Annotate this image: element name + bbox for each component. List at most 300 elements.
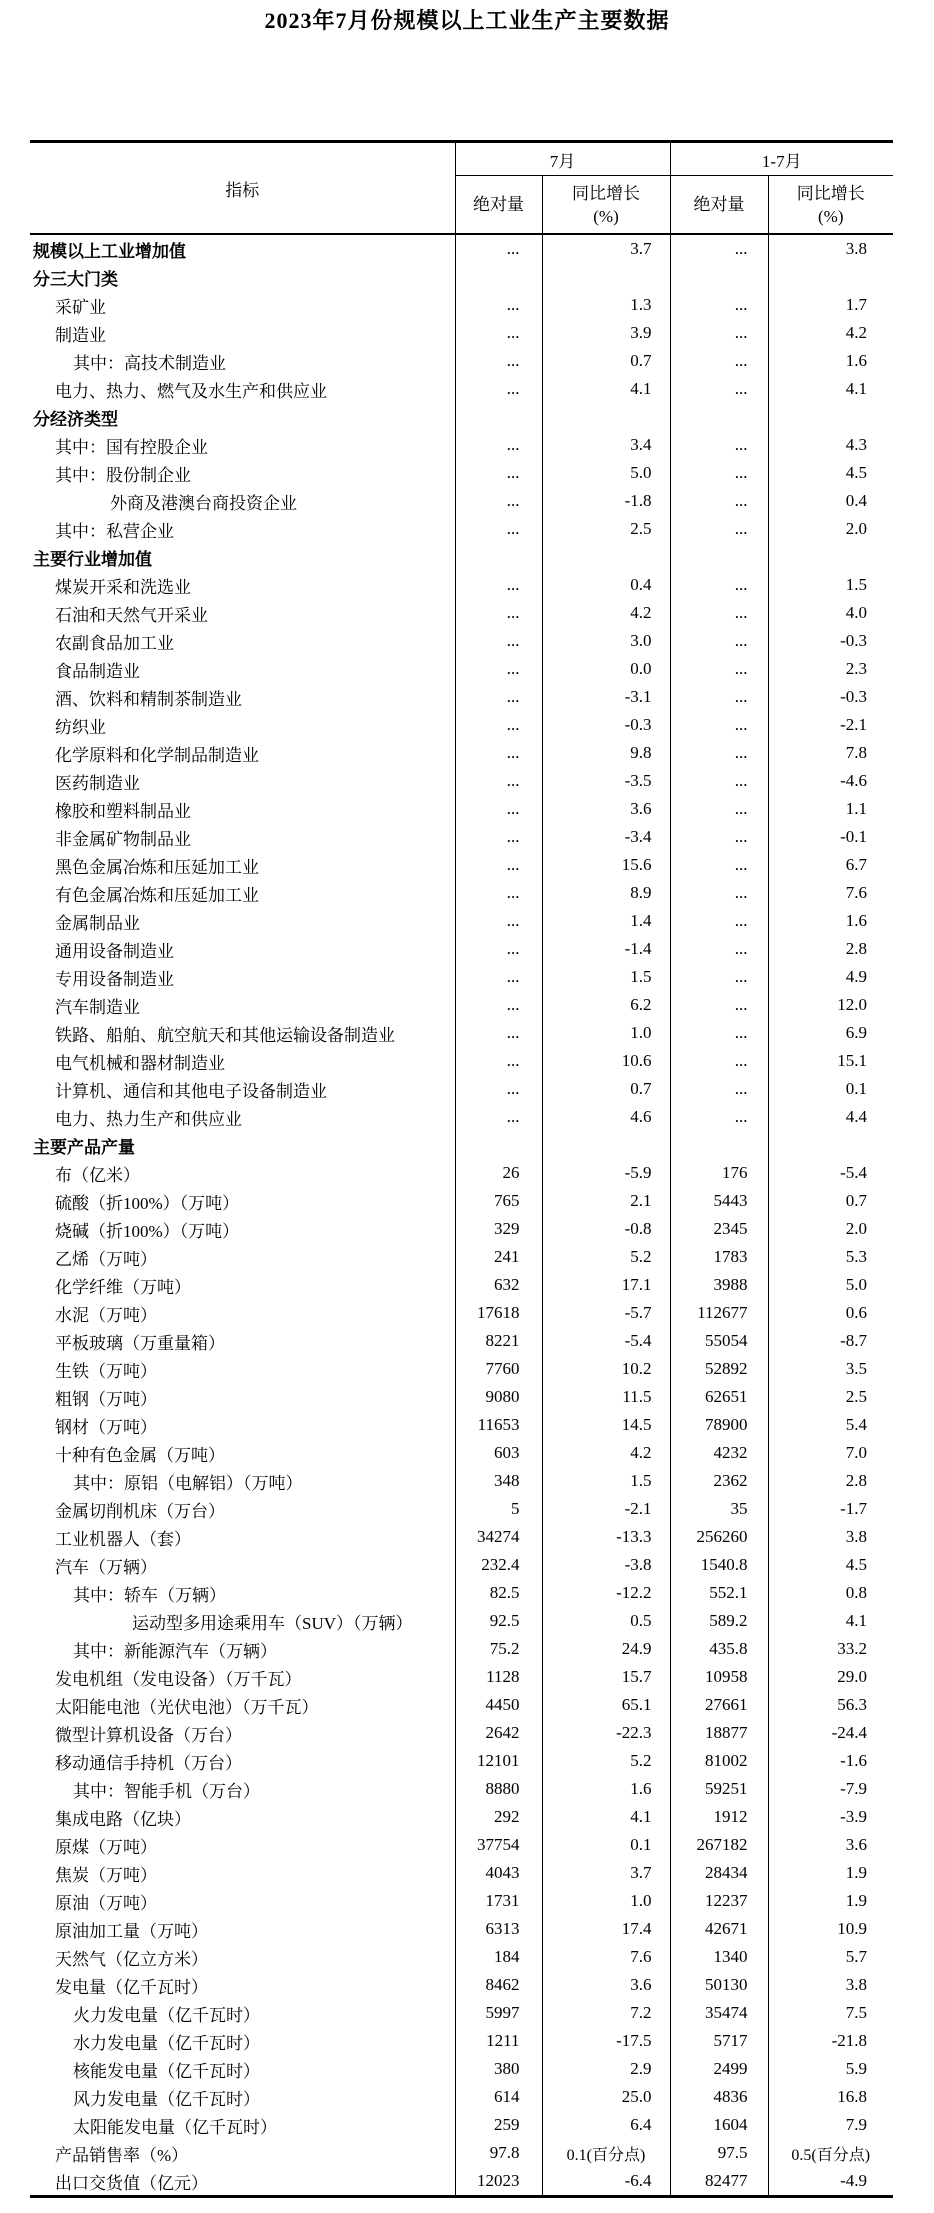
- cumulative-yoy-cell: 1.9: [768, 1859, 893, 1887]
- cumulative-yoy-cell: 10.9: [768, 1915, 893, 1943]
- cumulative-yoy-cell: 4.0: [768, 599, 893, 627]
- july-yoy-cell: 0.7: [542, 347, 670, 375]
- cumulative-absolute-cell: 97.5: [670, 2139, 768, 2167]
- july-yoy-cell: 24.9: [542, 1635, 670, 1663]
- table-row: [30, 1299, 893, 1327]
- cumulative-absolute-cell: ...: [670, 711, 768, 739]
- table-row: [30, 319, 893, 347]
- july-yoy-cell: 2.1: [542, 1187, 670, 1215]
- cumulative-yoy-cell: 0.1: [768, 1075, 893, 1103]
- indicator-cell: 电气机械和器材制造业: [55, 1053, 225, 1073]
- indicator-cell: 原油加工量（万吨）: [55, 1921, 208, 1941]
- july-yoy-cell: 9.8: [542, 739, 670, 767]
- indicator-cell: 黑色金属冶炼和压延加工业: [55, 857, 259, 877]
- indicator-cell: 专用设备制造业: [55, 969, 174, 989]
- table-row: [30, 1327, 893, 1355]
- cumulative-absolute-cell: ...: [670, 291, 768, 319]
- july-absolute-cell: ...: [455, 1019, 542, 1047]
- july-absolute-cell: ...: [455, 571, 542, 599]
- table-row: [30, 1467, 893, 1495]
- july-absolute-cell: 37754: [455, 1831, 542, 1859]
- july-yoy-cell: 3.7: [542, 234, 670, 263]
- indicator-cell: 原油（万吨）: [55, 1893, 157, 1913]
- table-row: [30, 2111, 893, 2139]
- cumulative-absolute-header: 绝对量: [670, 176, 768, 235]
- july-absolute-cell: ...: [455, 935, 542, 963]
- cumulative-yoy-cell: 7.8: [768, 739, 893, 767]
- indicator-cell: 食品制造业: [55, 661, 140, 681]
- july-absolute-cell: ...: [455, 291, 542, 319]
- table-row: [30, 1943, 893, 1971]
- cumulative-yoy-cell: 2.3: [768, 655, 893, 683]
- cumulative-yoy-cell: 7.9: [768, 2111, 893, 2139]
- cumulative-absolute-cell: 35: [670, 1495, 768, 1523]
- july-yoy-cell: [542, 403, 670, 431]
- july-yoy-cell: -6.4: [542, 2167, 670, 2197]
- july-absolute-cell: 75.2: [455, 1635, 542, 1663]
- table-row: [30, 2055, 893, 2083]
- table-row: [30, 1663, 893, 1691]
- cumulative-yoy-cell: 6.9: [768, 1019, 893, 1047]
- page: [0, 8, 934, 2198]
- july-yoy-cell: -0.3: [542, 711, 670, 739]
- july-yoy-cell: [542, 1131, 670, 1159]
- table-row: [30, 347, 893, 375]
- july-yoy-cell: 10.2: [542, 1355, 670, 1383]
- indicator-cell: 电力、热力生产和供应业: [55, 1109, 242, 1129]
- cumulative-absolute-cell: 50130: [670, 1971, 768, 1999]
- table-row: [30, 1187, 893, 1215]
- july-yoy-cell: -13.3: [542, 1523, 670, 1551]
- july-absolute-cell: 614: [455, 2083, 542, 2111]
- table-row: [30, 291, 893, 319]
- table-row: [30, 1551, 893, 1579]
- july-yoy-cell: 10.6: [542, 1047, 670, 1075]
- table-row: [30, 1215, 893, 1243]
- cumulative-absolute-cell: ...: [670, 935, 768, 963]
- july-absolute-cell: 380: [455, 2055, 542, 2083]
- table-row: [30, 879, 893, 907]
- july-absolute-cell: 259: [455, 2111, 542, 2139]
- indicator-cell: 其中：新能源汽车（万辆）: [73, 1641, 277, 1661]
- cumulative-absolute-cell: 1912: [670, 1803, 768, 1831]
- july-yoy-cell: 6.2: [542, 991, 670, 1019]
- cumulative-absolute-cell: 2345: [670, 1215, 768, 1243]
- cumulative-absolute-cell: 1540.8: [670, 1551, 768, 1579]
- indicator-cell: 其中：国有控股企业: [55, 437, 208, 457]
- cumulative-yoy-cell: [768, 543, 893, 571]
- cumulative-yoy-cell: 4.3: [768, 431, 893, 459]
- july-yoy-cell: -1.8: [542, 487, 670, 515]
- july-absolute-cell: 4043: [455, 1859, 542, 1887]
- cumulative-absolute-cell: ...: [670, 1019, 768, 1047]
- july-yoy-cell: 1.5: [542, 1467, 670, 1495]
- cumulative-absolute-cell: 267182: [670, 1831, 768, 1859]
- july-yoy-cell: 6.4: [542, 2111, 670, 2139]
- table-row: [30, 1831, 893, 1859]
- indicator-cell: 酒、饮料和精制茶制造业: [55, 689, 242, 709]
- july-absolute-cell: ...: [455, 991, 542, 1019]
- july-yoy-cell: 17.4: [542, 1915, 670, 1943]
- indicator-cell: 出口交货值（亿元）: [55, 2173, 208, 2193]
- cumulative-yoy-cell: -7.9: [768, 1775, 893, 1803]
- table-row: [30, 234, 893, 263]
- indicator-cell: 纺织业: [55, 717, 106, 737]
- table-row: [30, 1747, 893, 1775]
- july-column-group-header: 7月: [455, 142, 670, 176]
- table-row: [30, 1971, 893, 1999]
- july-absolute-cell: 232.4: [455, 1551, 542, 1579]
- cumulative-yoy-cell: 4.1: [768, 1607, 893, 1635]
- indicator-cell: 水力发电量（亿千瓦时）: [73, 2033, 260, 2053]
- july-absolute-cell: 292: [455, 1803, 542, 1831]
- july-absolute-cell: ...: [455, 851, 542, 879]
- july-yoy-cell: -3.4: [542, 823, 670, 851]
- indicator-cell: 采矿业: [55, 297, 106, 317]
- july-absolute-cell: 1731: [455, 1887, 542, 1915]
- cumulative-yoy-cell: 4.2: [768, 319, 893, 347]
- table-row: [30, 1803, 893, 1831]
- july-absolute-cell: 7760: [455, 1355, 542, 1383]
- cumulative-absolute-cell: ...: [670, 907, 768, 935]
- table-row: [30, 907, 893, 935]
- cumulative-absolute-cell: 1340: [670, 1943, 768, 1971]
- july-absolute-cell: 12101: [455, 1747, 542, 1775]
- july-absolute-cell: 9080: [455, 1383, 542, 1411]
- table-row: [30, 1411, 893, 1439]
- cumulative-absolute-cell: [670, 543, 768, 571]
- cumulative-absolute-cell: ...: [670, 767, 768, 795]
- july-absolute-cell: ...: [455, 459, 542, 487]
- july-absolute-cell: 348: [455, 1467, 542, 1495]
- cumulative-yoy-cell: -4.9: [768, 2167, 893, 2197]
- july-yoy-cell: -5.7: [542, 1299, 670, 1327]
- cumulative-absolute-cell: ...: [670, 234, 768, 263]
- cumulative-absolute-cell: [670, 1131, 768, 1159]
- table-row: [30, 2167, 893, 2197]
- indicator-cell: 汽车（万辆）: [55, 1557, 157, 1577]
- indicator-cell: 核能发电量（亿千瓦时）: [73, 2061, 260, 2081]
- cumulative-absolute-cell: ...: [670, 963, 768, 991]
- table-header: [30, 142, 893, 235]
- cumulative-absolute-cell: ...: [670, 683, 768, 711]
- table-row: [30, 1719, 893, 1747]
- table-row: [30, 2083, 893, 2111]
- indicator-cell: 金属切削机床（万台）: [55, 1501, 225, 1521]
- table-body: [30, 234, 893, 2197]
- july-absolute-cell: ...: [455, 1047, 542, 1075]
- july-yoy-cell: 4.2: [542, 1439, 670, 1467]
- cumulative-absolute-cell: 552.1: [670, 1579, 768, 1607]
- indicator-cell: 乙烯（万吨）: [55, 1249, 157, 1269]
- july-absolute-cell: 5: [455, 1495, 542, 1523]
- july-yoy-cell: -5.9: [542, 1159, 670, 1187]
- july-absolute-cell: 241: [455, 1243, 542, 1271]
- cumulative-absolute-cell: ...: [670, 851, 768, 879]
- july-yoy-cell: 3.0: [542, 627, 670, 655]
- july-yoy-cell: 1.0: [542, 1887, 670, 1915]
- table-row: [30, 1887, 893, 1915]
- jan-to-jul-column-group-header: 1-7月: [670, 142, 893, 176]
- table-row: [30, 263, 893, 291]
- july-yoy-cell: 3.6: [542, 795, 670, 823]
- july-yoy-cell: 1.5: [542, 963, 670, 991]
- cumulative-yoy-cell: -3.9: [768, 1803, 893, 1831]
- july-absolute-cell: ...: [455, 627, 542, 655]
- header-period-row: [30, 142, 893, 176]
- indicator-cell: 非金属矿物制品业: [55, 829, 191, 849]
- cumulative-absolute-cell: 18877: [670, 1719, 768, 1747]
- july-yoy-cell: 65.1: [542, 1691, 670, 1719]
- cumulative-yoy-cell: -21.8: [768, 2027, 893, 2055]
- table-row: [30, 459, 893, 487]
- cumulative-yoy-cell: 2.0: [768, 1215, 893, 1243]
- table-row: [30, 795, 893, 823]
- july-absolute-cell: ...: [455, 739, 542, 767]
- cumulative-absolute-cell: 59251: [670, 1775, 768, 1803]
- indicator-cell: 其中：轿车（万辆）: [73, 1585, 226, 1605]
- july-absolute-cell: 8462: [455, 1971, 542, 1999]
- cumulative-absolute-cell: 1604: [670, 2111, 768, 2139]
- july-absolute-cell: 603: [455, 1439, 542, 1467]
- indicator-cell: 其中：股份制企业: [55, 465, 191, 485]
- indicator-cell: 制造业: [55, 325, 106, 345]
- cumulative-yoy-cell: 7.6: [768, 879, 893, 907]
- july-absolute-cell: ...: [455, 655, 542, 683]
- cumulative-absolute-cell: ...: [670, 627, 768, 655]
- cumulative-yoy-cell: -2.1: [768, 711, 893, 739]
- cumulative-absolute-cell: ...: [670, 1075, 768, 1103]
- cumulative-yoy-cell: 0.4: [768, 487, 893, 515]
- indicator-cell: 石油和天然气开采业: [55, 605, 208, 625]
- cumulative-absolute-cell: ...: [670, 655, 768, 683]
- cumulative-absolute-cell: 4232: [670, 1439, 768, 1467]
- cumulative-yoy-cell: 5.4: [768, 1411, 893, 1439]
- indicator-cell: 生铁（万吨）: [55, 1361, 157, 1381]
- july-yoy-cell: 7.2: [542, 1999, 670, 2027]
- table-row: [30, 1075, 893, 1103]
- indicator-cell: 农副食品加工业: [55, 633, 174, 653]
- july-yoy-cell: [542, 543, 670, 571]
- yoy-unit-label: (%): [593, 206, 619, 226]
- july-absolute-cell: ...: [455, 1075, 542, 1103]
- table-row: [30, 403, 893, 431]
- indicator-cell: 煤炭开采和洗选业: [55, 577, 191, 597]
- cumulative-yoy-cell: -0.3: [768, 683, 893, 711]
- cumulative-yoy-cell: -0.3: [768, 627, 893, 655]
- july-absolute-cell: ...: [455, 823, 542, 851]
- indicator-cell: 发电量（亿千瓦时）: [55, 1977, 208, 1997]
- table-row: [30, 1019, 893, 1047]
- indicator-cell: 天然气（亿立方米）: [55, 1949, 208, 1969]
- july-yoy-cell: 5.0: [542, 459, 670, 487]
- july-yoy-cell: 5.2: [542, 1747, 670, 1775]
- july-yoy-cell: 1.3: [542, 291, 670, 319]
- table-row: [30, 851, 893, 879]
- table-row: [30, 1775, 893, 1803]
- cumulative-absolute-cell: 112677: [670, 1299, 768, 1327]
- table-row: [30, 543, 893, 571]
- table-row: [30, 1271, 893, 1299]
- july-yoy-cell: 5.2: [542, 1243, 670, 1271]
- july-yoy-cell: 8.9: [542, 879, 670, 907]
- july-absolute-cell: ...: [455, 879, 542, 907]
- cumulative-absolute-cell: 62651: [670, 1383, 768, 1411]
- july-yoy-cell: 2.9: [542, 2055, 670, 2083]
- cumulative-absolute-cell: 78900: [670, 1411, 768, 1439]
- table-row: [30, 2027, 893, 2055]
- indicator-cell: 医药制造业: [55, 773, 140, 793]
- cumulative-absolute-cell: 2362: [670, 1467, 768, 1495]
- indicator-cell: 主要行业增加值: [33, 549, 152, 569]
- indicator-cell: 其中：原铝（电解铝）（万吨）: [73, 1473, 303, 1493]
- table-row: [30, 1999, 893, 2027]
- indicator-cell: 金属制品业: [55, 913, 140, 933]
- july-absolute-cell: 329: [455, 1215, 542, 1243]
- july-yoy-cell: -2.1: [542, 1495, 670, 1523]
- cumulative-absolute-cell: 5717: [670, 2027, 768, 2055]
- july-yoy-cell: 0.5: [542, 1607, 670, 1635]
- table-row: [30, 739, 893, 767]
- cumulative-yoy-cell: 1.6: [768, 347, 893, 375]
- indicator-cell: 运动型多用途乘用车（SUV）（万辆）: [132, 1613, 413, 1633]
- cumulative-absolute-cell: 256260: [670, 1523, 768, 1551]
- indicator-cell: 通用设备制造业: [55, 941, 174, 961]
- july-absolute-cell: ...: [455, 1103, 542, 1131]
- table-row: [30, 1103, 893, 1131]
- table-row: [30, 1523, 893, 1551]
- cumulative-yoy-cell: 1.7: [768, 291, 893, 319]
- cumulative-yoy-cell: 0.6: [768, 1299, 893, 1327]
- indicator-cell: 汽车制造业: [55, 997, 140, 1017]
- cumulative-absolute-cell: 12237: [670, 1887, 768, 1915]
- table-row: [30, 1047, 893, 1075]
- july-yoy-cell: [542, 263, 670, 291]
- july-absolute-cell: ...: [455, 234, 542, 263]
- cumulative-yoy-cell: 5.0: [768, 1271, 893, 1299]
- cumulative-yoy-cell: 3.8: [768, 1523, 893, 1551]
- cumulative-absolute-cell: ...: [670, 1103, 768, 1131]
- cumulative-yoy-cell: 5.3: [768, 1243, 893, 1271]
- july-absolute-cell: 82.5: [455, 1579, 542, 1607]
- table-row: [30, 1915, 893, 1943]
- july-yoy-cell: -17.5: [542, 2027, 670, 2055]
- table-row: [30, 683, 893, 711]
- cumulative-yoy-cell: 7.5: [768, 1999, 893, 2027]
- cumulative-absolute-cell: ...: [670, 571, 768, 599]
- cumulative-absolute-cell: 10958: [670, 1663, 768, 1691]
- july-yoy-cell: 11.5: [542, 1383, 670, 1411]
- july-absolute-cell: ...: [455, 431, 542, 459]
- july-absolute-cell: 184: [455, 1943, 542, 1971]
- industrial-data-table: [30, 140, 893, 2198]
- july-absolute-cell: 12023: [455, 2167, 542, 2197]
- july-absolute-cell: 34274: [455, 1523, 542, 1551]
- cumulative-yoy-cell: 1.9: [768, 1887, 893, 1915]
- cumulative-yoy-cell: 7.0: [768, 1439, 893, 1467]
- cumulative-absolute-cell: 3988: [670, 1271, 768, 1299]
- cumulative-yoy-cell: -1.7: [768, 1495, 893, 1523]
- cumulative-absolute-cell: 589.2: [670, 1607, 768, 1635]
- cumulative-absolute-cell: ...: [670, 459, 768, 487]
- cumulative-absolute-cell: ...: [670, 991, 768, 1019]
- july-yoy-cell: -3.8: [542, 1551, 670, 1579]
- table-row: [30, 2139, 893, 2167]
- cumulative-absolute-cell: ...: [670, 599, 768, 627]
- cumulative-yoy-cell: 12.0: [768, 991, 893, 1019]
- cumulative-absolute-cell: ...: [670, 515, 768, 543]
- july-yoy-cell: 15.7: [542, 1663, 670, 1691]
- table-row: [30, 1355, 893, 1383]
- indicator-cell: 计算机、通信和其他电子设备制造业: [55, 1081, 327, 1101]
- cumulative-yoy-cell: 5.9: [768, 2055, 893, 2083]
- table-row: [30, 991, 893, 1019]
- indicator-cell: 风力发电量（亿千瓦时）: [73, 2089, 260, 2109]
- indicator-cell: 外商及港澳台商投资企业: [110, 493, 297, 513]
- july-absolute-cell: ...: [455, 487, 542, 515]
- cumulative-absolute-cell: 28434: [670, 1859, 768, 1887]
- indicator-cell: 水泥（万吨）: [55, 1305, 157, 1325]
- july-yoy-cell: 1.6: [542, 1775, 670, 1803]
- cumulative-yoy-cell: 0.8: [768, 1579, 893, 1607]
- yoy-growth-label: 同比增长: [796, 183, 865, 203]
- july-absolute-cell: 632: [455, 1271, 542, 1299]
- july-yoy-cell: 1.0: [542, 1019, 670, 1047]
- indicator-cell: 分经济类型: [33, 409, 118, 429]
- july-absolute-cell: 765: [455, 1187, 542, 1215]
- july-absolute-cell: [455, 403, 542, 431]
- cumulative-absolute-cell: 1783: [670, 1243, 768, 1271]
- cumulative-absolute-cell: 55054: [670, 1327, 768, 1355]
- july-absolute-cell: ...: [455, 683, 542, 711]
- july-yoy-cell: 3.4: [542, 431, 670, 459]
- table-row: [30, 823, 893, 851]
- july-yoy-cell: -0.8: [542, 1215, 670, 1243]
- july-yoy-cell: 0.4: [542, 571, 670, 599]
- july-absolute-cell: 1128: [455, 1663, 542, 1691]
- cumulative-yoy-cell: 1.1: [768, 795, 893, 823]
- indicator-cell: 钢材（万吨）: [55, 1417, 157, 1437]
- indicator-cell: 烧碱（折100%）（万吨）: [55, 1221, 240, 1241]
- cumulative-yoy-cell: 1.5: [768, 571, 893, 599]
- cumulative-yoy-cell: 56.3: [768, 1691, 893, 1719]
- indicator-cell: 粗钢（万吨）: [55, 1389, 157, 1409]
- cumulative-absolute-cell: ...: [670, 347, 768, 375]
- cumulative-yoy-cell: 1.6: [768, 907, 893, 935]
- cumulative-absolute-cell: 5443: [670, 1187, 768, 1215]
- july-absolute-cell: 97.8: [455, 2139, 542, 2167]
- cumulative-yoy-cell: 29.0: [768, 1663, 893, 1691]
- cumulative-absolute-cell: ...: [670, 879, 768, 907]
- cumulative-yoy-cell: 3.5: [768, 1355, 893, 1383]
- cumulative-yoy-cell: 4.1: [768, 375, 893, 403]
- yoy-growth-label: 同比增长: [572, 183, 640, 203]
- indicator-cell: 硫酸（折100%）（万吨）: [55, 1193, 240, 1213]
- july-absolute-cell: 17618: [455, 1299, 542, 1327]
- july-yoy-cell: 3.6: [542, 1971, 670, 1999]
- cumulative-yoy-cell: 0.5(百分点): [768, 2139, 893, 2167]
- cumulative-yoy-cell: -24.4: [768, 1719, 893, 1747]
- indicator-cell: 布（亿米）: [55, 1165, 140, 1185]
- indicator-cell: 主要产品产量: [33, 1137, 135, 1157]
- july-yoy-cell: 0.0: [542, 655, 670, 683]
- cumulative-absolute-cell: 81002: [670, 1747, 768, 1775]
- july-yoy-cell: 4.1: [542, 375, 670, 403]
- indicator-cell: 微型计算机设备（万台）: [55, 1725, 242, 1745]
- table-row: [30, 1383, 893, 1411]
- july-absolute-cell: 4450: [455, 1691, 542, 1719]
- cumulative-absolute-cell: 176: [670, 1159, 768, 1187]
